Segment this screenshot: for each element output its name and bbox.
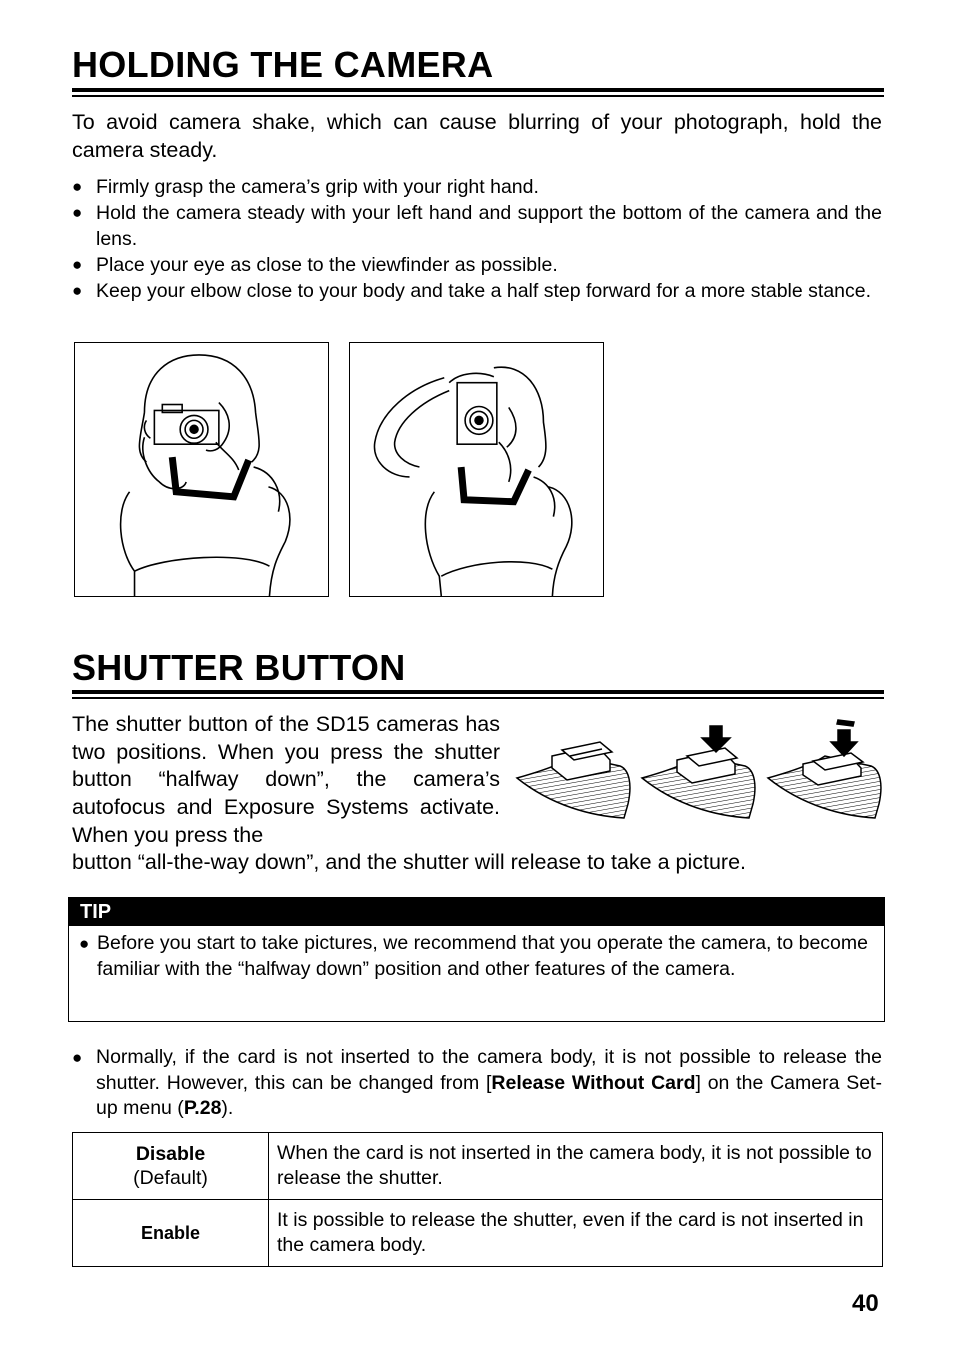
option-name: Disable xyxy=(135,1143,206,1165)
option-description: When the card is not inserted in the camera body, it is not possible to release the shutter. xyxy=(269,1133,883,1200)
bullet-dot: ● xyxy=(72,203,83,222)
vertical-hold-illustration xyxy=(349,342,604,597)
section-title-shutter-button: SHUTTER BUTTON xyxy=(72,647,406,688)
option-cell xyxy=(73,1133,269,1200)
table-row xyxy=(73,1133,883,1200)
tip-box xyxy=(68,897,885,1022)
title-rule-thick xyxy=(72,88,884,92)
table-row xyxy=(73,1200,883,1267)
shutter-full-press-figure xyxy=(768,720,881,818)
shutter-paragraph-end: button “all-the-way down”, and the shutter will release to take a picture. xyxy=(72,850,747,874)
title-rule-thin xyxy=(72,95,884,97)
intro-paragraph: To avoid camera shake, which can cause blurring of your photograph, hold the camera steady. xyxy=(72,110,882,162)
tip-label: TIP xyxy=(69,898,884,926)
shutter-released-figure xyxy=(517,742,630,818)
horizontal-hold-illustration xyxy=(74,342,329,597)
shutter-positions-illustration xyxy=(512,716,886,828)
list-item: ● Keep your elbow close to your body and take a half step forward for a more stable stance. xyxy=(72,280,872,302)
tip-text: ● Before you start to take pictures, we recommend that you operate the camera, to become familiar with the “halfway down” position and other features of the camera. xyxy=(79,932,868,980)
shutter-paragraph: The shutter button of the SD15 cameras has two positions. When you press the shutter button “halfway down”, the camera’s autofocus and Exposure Systems activate. When you press the xyxy=(72,712,500,847)
bullet-dot: ● xyxy=(72,281,83,300)
option-name: Enable xyxy=(140,1223,201,1243)
option-cell xyxy=(73,1200,269,1267)
release-without-card-table xyxy=(72,1132,883,1267)
bullet-dot: ● xyxy=(72,177,83,196)
shutter-half-press-figure xyxy=(642,726,755,818)
list-item: ● Firmly grasp the camera’s grip with your right hand. xyxy=(72,176,539,198)
page-number: 40 xyxy=(852,1290,879,1317)
list-item: ● Hold the camera steady with your left hand and support the bottom of the camera and the lens. xyxy=(72,202,882,250)
option-default-label: (Default) xyxy=(133,1167,208,1189)
title-rule-thin xyxy=(72,697,884,699)
title-rule-thick xyxy=(72,690,884,694)
bullet-dot: ● xyxy=(79,934,90,953)
section-title-holding-camera: HOLDING THE CAMERA xyxy=(72,44,494,85)
bullet-dot: ● xyxy=(72,255,83,274)
menu-item-reference: Release Without Card xyxy=(491,1071,696,1094)
option-description: It is possible to release the shutter, even if the card is not inserted in the camera body. xyxy=(269,1200,883,1267)
list-item: ● Place your eye as close to the viewfinder as possible. xyxy=(72,254,558,276)
holding-tips-list xyxy=(72,174,882,304)
bullet-dot: ● xyxy=(72,1048,83,1067)
page-reference: P.28 xyxy=(183,1097,222,1119)
card-note: ● Normally, if the card is not inserted to the camera body, it is not possible to release the shutter. However, this can be changed from [Release Without Card] on the Camera Set-up menu (P.28). xyxy=(72,1046,882,1119)
